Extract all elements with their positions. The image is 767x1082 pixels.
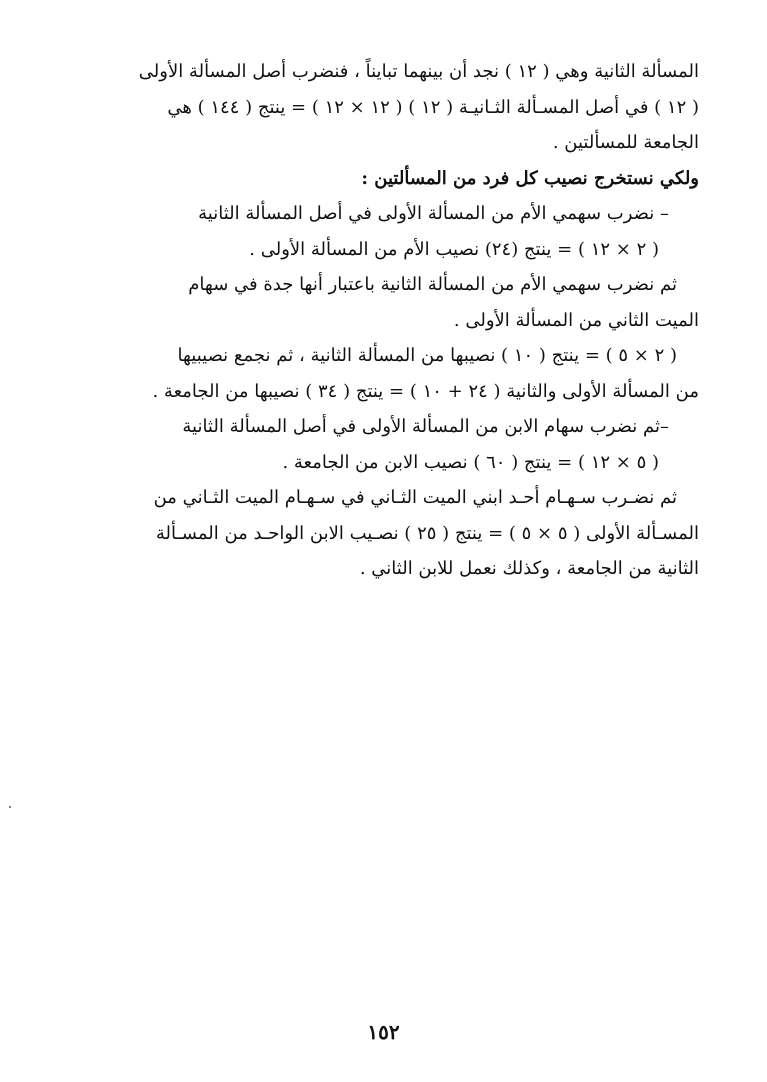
text-line-3: الجامعة للمسألتين .	[552, 132, 699, 153]
text-line-15: الثانية من الجامعة ، وكذلك نعمل للابن الثاني .	[359, 558, 699, 579]
text-line-2: ( ١٢ ) في أصل المسـألة الثـانيـة ( ١٢ ) ( ١٢ × ١٢ ) = ينتج ( ١٤٤ ) هي	[167, 96, 699, 118]
text-line-6: ( ٢ × ١٢ ) = ينتج (٢٤) نصيب الأم من المسألة الأولى .	[249, 238, 659, 260]
text-line-4: ولكي نستخرج نصيب كل فرد من المسألتين :	[361, 167, 699, 189]
text-line-13: ثم نضـرب سـهـام أحـد ابني الميت الثـاني في سـهـام الميت الثـاني من	[153, 487, 677, 508]
body-text	[96, 54, 699, 587]
text-line-11: –ثم نضرب سهام الابن من المسألة الأولى في أصل المسألة الثانية	[182, 416, 669, 437]
text-line-8: الميت الثاني من المسألة الأولى .	[453, 309, 699, 331]
page-number: ١٥٢	[367, 1020, 400, 1044]
scan-speck	[9, 806, 11, 808]
text-line-1: المسألة الثانية وهي ( ١٢ ) نجد أن بينهما تبايناً ، فنضرب أصل المسألة الأولى	[138, 61, 699, 82]
text-line-12: ( ٥ × ١٢ ) = ينتج ( ٦٠ ) نصيب الابن من الجامعة .	[282, 451, 659, 473]
text-line-7: ثم نضرب سهمي الأم من المسألة الثانية باعتبار أنها جدة في سهام	[188, 274, 677, 295]
text-line-14: المسـألة الأولى ( ٥ × ٥ ) = ينتج ( ٢٥ ) نصـيب الابن الواحـد من المسـألة	[155, 522, 699, 544]
text-line-9: ( ٢ × ٥ ) = ينتج ( ١٠ ) نصيبها من المسألة الثانية ، ثم نجمع نصيبيها	[177, 345, 677, 366]
text-line-5: – نضرب سهمي الأم من المسألة الأولى في أصل المسألة الثانية	[198, 203, 669, 224]
text-line-10: من المسألة الأولى والثانية ( ٢٤ + ١٠ ) = ينتج ( ٣٤ ) نصيبها من الجامعة .	[152, 380, 699, 402]
